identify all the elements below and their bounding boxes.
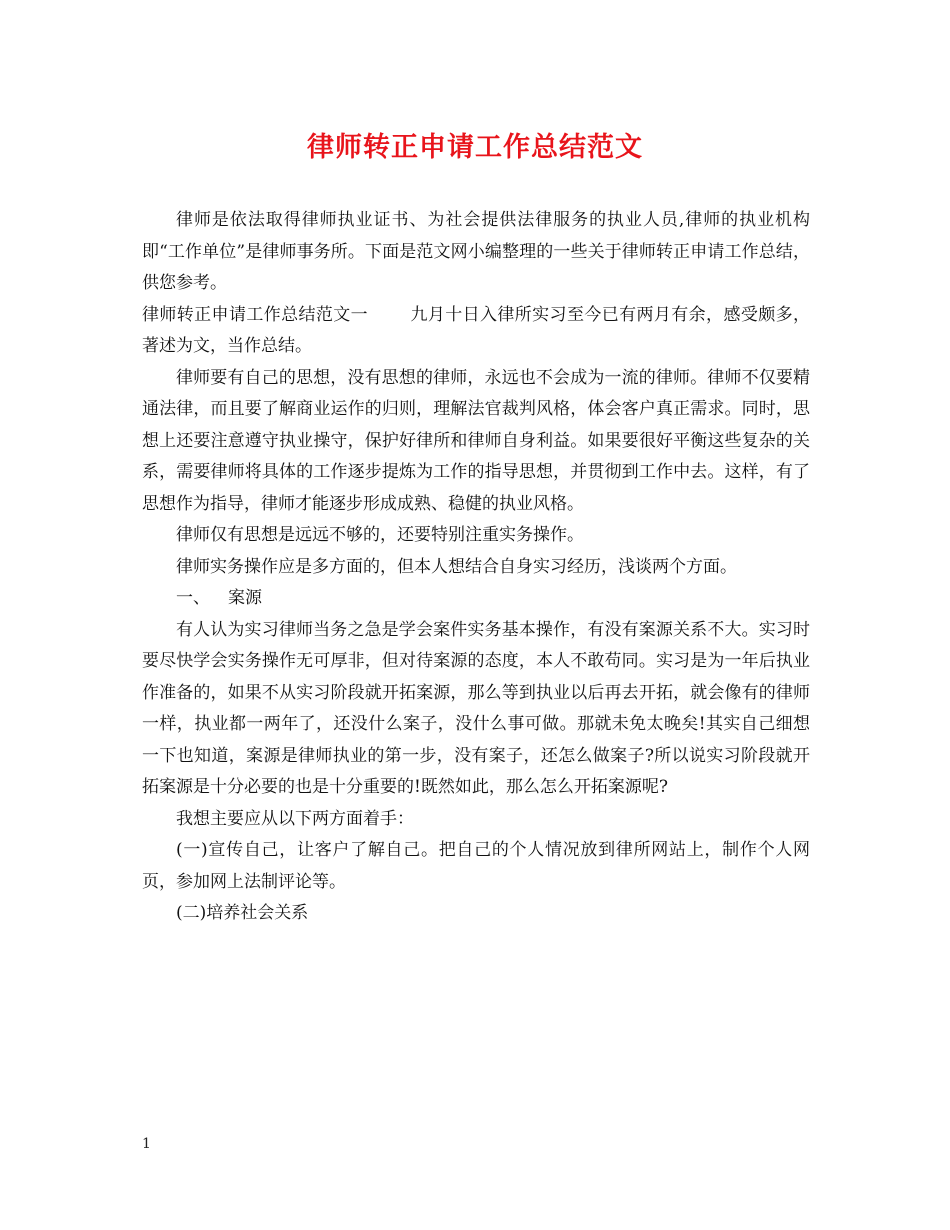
paragraph-two-aspects: 律师实务操作应是多方面的，但本人想结合自身实习经历，浅谈两个方面。	[176, 556, 737, 577]
section-number: 一、	[176, 588, 210, 608]
paragraph-social-relations: (二)培养社会关系	[176, 903, 309, 923]
page-number: 1	[142, 1136, 151, 1152]
document-title: 律师转正申请工作总结范文	[307, 132, 643, 163]
sample-heading: 律师转正申请工作总结范文一	[142, 304, 369, 325]
paragraph-intro: 律师是依法取得律师执业证书、为社会提供法律服务的执业人员,律师的执业机构即“工作单位”是律师事务所。下面是范文网小编整理的一些关于律师转正申请工作总结，供您参考。	[142, 210, 810, 293]
paragraph-thinking: 律师要有自己的思想，没有思想的律师，永远也不会成为一流的律师。律师不仅要精通法律，而且要了解商业运作的归则，理解法官裁判风格，体会客户真正需求。同时，思想上还要注意遵守执业操守，保护好律所和律师自身利益。如果要很好平衡这些复杂的关系，需要律师将具体的工作逐步提炼为工作的指导思想，并贯彻到工作中去。这样，有了思想作为指导，律师才能逐步形成成熟、稳健的执业风格。	[142, 367, 810, 514]
paragraph-case-source: 有人认为实习律师当务之急是学会案件实务基本操作，有没有案源关系不大。实习时要尽快学会实务操作无可厚非，但对待案源的态度，本人不敢苟同。实习是为一年后执业作准备的，如果不从实习阶段就开拓案源，那么等到执业以后再去开拓，就会像有的律师一样，执业都一两年了，还没什么案子，没什么事可做。那就未免太晚矣!其实自己细想一下也知道，案源是律师执业的第一步，没有案子，还怎么做案子?所以说实习阶段就开拓案源是十分必要的也是十分重要的!既然如此，那么怎么开拓案源呢?	[142, 619, 810, 797]
document-body	[142, 205, 810, 930]
section-heading-one	[142, 583, 810, 615]
paragraph-approach: 我想主要应从以下两方面着手：	[176, 808, 414, 829]
sample-intro: 九月十日入律所实习至今已有两月有余，感受颇多，著述为文，当作总结。	[142, 304, 811, 356]
paragraph-promote-self: (一)宣传自己，让客户了解自己。把自己的个人情况放到律所网站上，制作个人网页，参加网上法制评论等。	[142, 840, 810, 892]
section-title: 案源	[228, 588, 262, 608]
paragraph-sample-one	[142, 300, 810, 363]
paragraph-practice: 律师仅有思想是远远不够的，还要特别注重实务操作。	[176, 525, 584, 545]
